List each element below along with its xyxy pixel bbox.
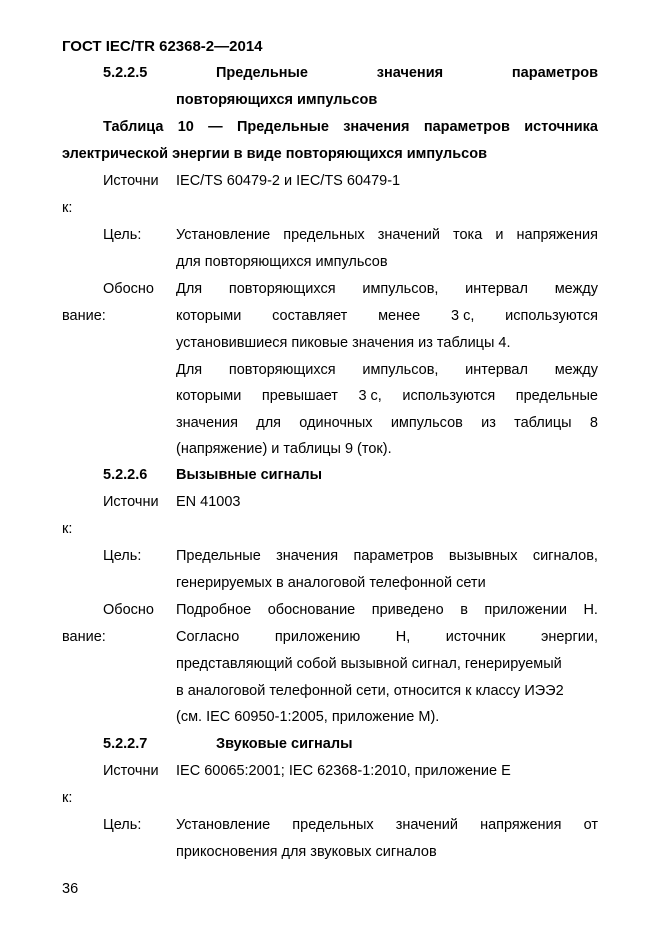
justification-text: в аналоговой телефонной сети, относится к классу ИЭЭ2 [176, 683, 564, 699]
goal-label: Цель: [103, 817, 142, 833]
goal-text-cont: для повторяющихся импульсов [176, 254, 388, 270]
justification-label-cont: вание: [62, 308, 106, 324]
goal-text-cont: прикосновения для звуковых сигналов [176, 844, 437, 860]
goal-text: Установление предельных значений тока и напряжения [176, 227, 598, 243]
table-caption-cont: электрической энергии в виде повторяющихся импульсов [62, 146, 487, 162]
source-value: IEC 60065:2001; IEC 62368-1:2010, приложение Е [176, 763, 511, 779]
source-label: Источни [103, 494, 159, 510]
source-label: Источни [103, 763, 159, 779]
goal-label: Цель: [103, 548, 142, 564]
section-title: Вызывные сигналы [176, 467, 323, 483]
justification-text: Для повторяющихся импульсов, интервал между [176, 281, 598, 297]
section-title-cont: повторяющихся импульсов [176, 92, 378, 108]
justification-label: Обосно [103, 281, 154, 297]
goal-text: Предельные значения параметров вызывных сигналов, [176, 548, 598, 564]
justification-text: установившиеся пиковые значения из таблицы 4. [176, 335, 511, 351]
section-number: 5.2.2.6 [103, 467, 148, 483]
justification-text: Для повторяющихся импульсов, интервал между [176, 362, 598, 378]
source-value: EN 41003 [176, 494, 241, 510]
justification-text: Согласно приложению Н, источник энергии, [176, 629, 598, 645]
justification-text: которыми составляет менее 3 с, используются [176, 308, 598, 324]
section-number: 5.2.2.7 [103, 736, 148, 752]
table-caption: Таблица 10 — Предельные значения параметров источника [103, 119, 598, 135]
goal-text: Установление предельных значений напряжения от [176, 817, 598, 833]
justification-label: Обосно [103, 602, 154, 618]
source-label-cont: к: [62, 200, 73, 216]
goal-label: Цель: [103, 227, 142, 243]
section-title: Предельные значения параметров [216, 65, 598, 81]
source-value: IEC/TS 60479-2 и IEC/TS 60479-1 [176, 173, 401, 189]
justification-text: Подробное обоснование приведено в приложении Н. [176, 602, 598, 618]
source-label-cont: к: [62, 521, 73, 537]
justification-text: (см. IEC 60950-1:2005, приложение М). [176, 709, 440, 725]
justification-label-cont: вание: [62, 629, 106, 645]
goal-text-cont: генерируемых в аналоговой телефонной сети [176, 575, 486, 591]
source-label: Источни [103, 173, 159, 189]
justification-text: значения для одиночных импульсов из таблицы 8 [176, 415, 598, 431]
page-number: 36 [62, 881, 79, 897]
document-header: ГОСТ IEC/TR 62368-2—2014 [62, 38, 263, 55]
section-title: Звуковые сигналы [216, 736, 353, 752]
justification-text: (напряжение) и таблицы 9 (ток). [176, 441, 392, 457]
source-label-cont: к: [62, 790, 73, 806]
justification-text: представляющий собой вызывной сигнал, генерируемый [176, 656, 562, 672]
justification-text: которыми превышает 3 с, используются предельные [176, 388, 598, 404]
section-number: 5.2.2.5 [103, 65, 148, 81]
